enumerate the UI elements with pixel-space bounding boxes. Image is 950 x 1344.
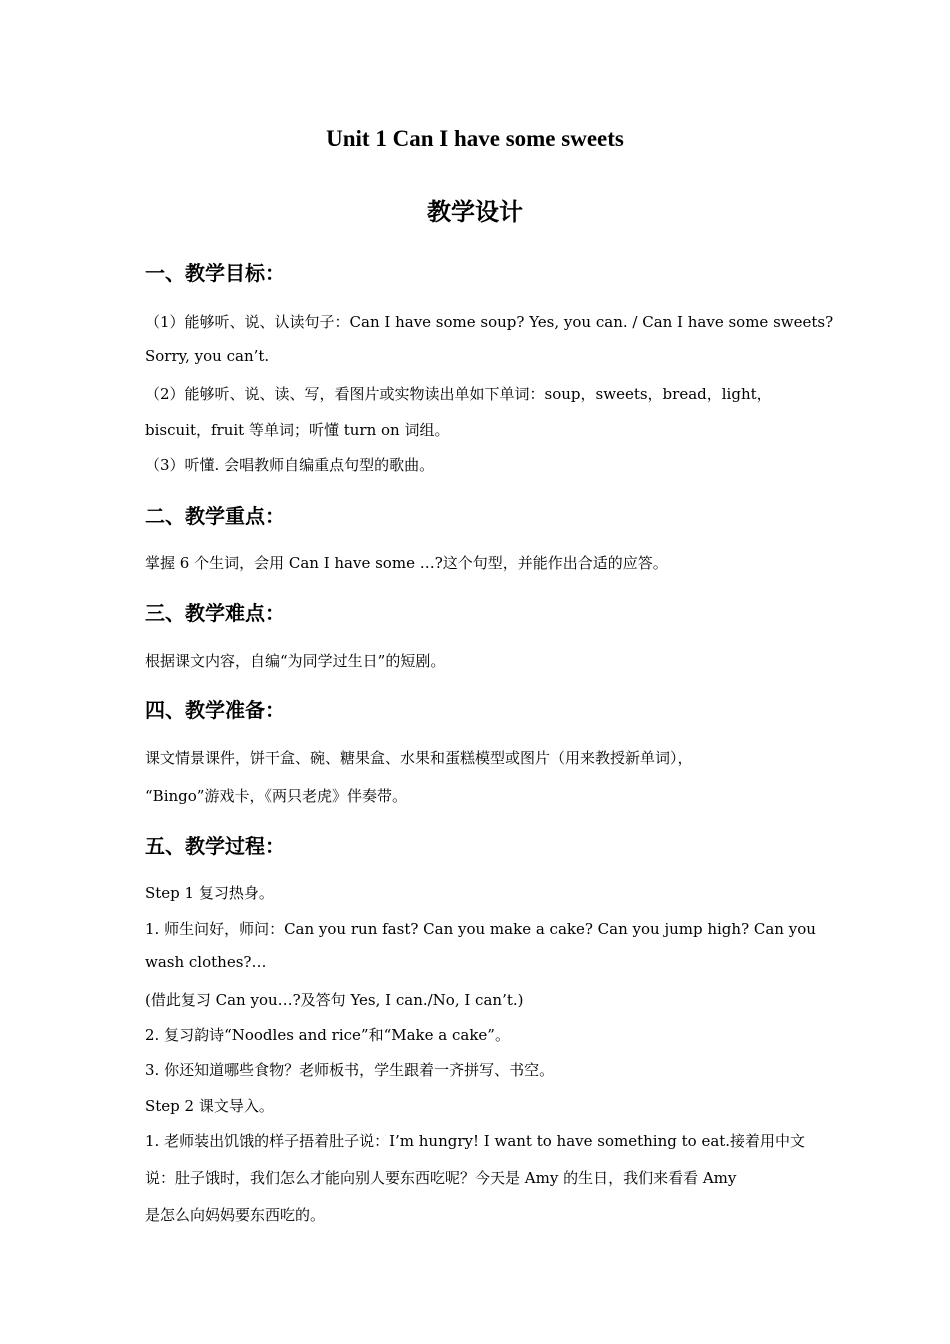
document-subtitle: 教学设计 (427, 197, 523, 226)
preparation-line-2: “Bingo”游戏卡，《两只老虎》伴奏带。 (145, 787, 407, 805)
heading-difficulties: 三、教学难点： (145, 601, 285, 625)
document-title: Unit 1 Can I have some sweets (326, 126, 624, 151)
heading-key-points: 二、教学重点： (145, 504, 285, 528)
process-line-6: 3. 你还知道哪些食物？老师板书，学生跟着一齐拼写、书空。 (145, 1061, 555, 1079)
heading-objectives: 一、教学目标： (145, 261, 285, 285)
process-line-5: 2. 复习韵诗“Noodles and rice”和“Make a cake”。 (145, 1026, 510, 1044)
process-line-8: 1. 老师装出饥饿的样子捂着肚子说：I’m hungry! I want to have something to eat.接着用中文 (145, 1132, 806, 1150)
key-points-line-1: 掌握 6 个生词，会用 Can I have some …?这个句型，并能作出合适的应答。 (145, 554, 668, 572)
objectives-line-4: biscuit，fruit 等单词；听懂 turn on 词组。 (145, 421, 450, 439)
heading-process: 五、教学过程： (145, 834, 285, 858)
process-line-3: wash clothes?… (145, 953, 267, 971)
process-line-1: Step 1 复习热身。 (145, 884, 274, 902)
heading-preparation: 四、教学准备： (145, 698, 285, 722)
preparation-line-1: 课文情景课件，饼干盒、碗、糖果盒、水果和蛋糕模型或图片（用来教授新单词）， (145, 749, 693, 767)
objectives-line-3: （2）能够听、说、读、写，看图片或实物读出单如下单词：soup，sweets，bread，light， (145, 385, 772, 403)
objectives-line-1: （1）能够听、说、认读句子：Can I have some soup? Yes, you can. / Can I have some sweets? (145, 313, 834, 331)
difficulties-line-1: 根据课文内容，自编“为同学过生日”的短剧。 (145, 652, 446, 670)
objectives-line-2: Sorry, you can’t. (145, 347, 270, 365)
process-line-10: 是怎么向妈妈要东西吃的。 (145, 1206, 326, 1224)
process-line-2: 1. 师生问好，师问：Can you run fast? Can you make a cake? Can you jump high? Can you (145, 920, 816, 938)
process-line-7: Step 2 课文导入。 (145, 1097, 274, 1115)
objectives-line-5: （3）听懂. 会唱教师自编重点句型的歌曲。 (145, 456, 435, 474)
process-line-4: (借此复习 Can you…?及答句 Yes, I can./No, I can’t.) (145, 991, 524, 1009)
process-line-9: 说：肚子饿时，我们怎么才能向别人要东西吃呢？今天是 Amy 的生日，我们来看看 Amy (145, 1169, 737, 1187)
